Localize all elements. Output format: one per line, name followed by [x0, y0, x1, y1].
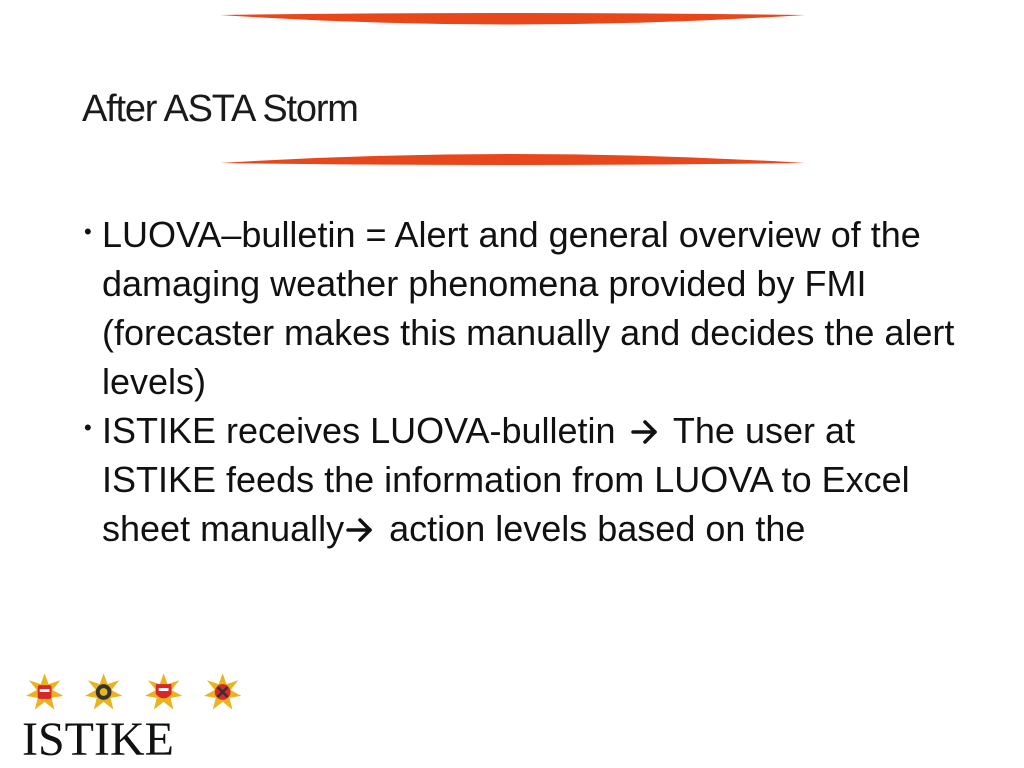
- bullet-marker: •: [84, 219, 92, 244]
- bullet-item-istike: [84, 406, 964, 553]
- bullet-marker: •: [84, 415, 92, 440]
- bullet-text-part3: action levels based on the: [389, 508, 806, 549]
- bullet-text-part1: ISTIKE receives LUOVA-bulletin: [102, 410, 616, 451]
- emblem-red-icon: [25, 672, 64, 712]
- emblem-red-shield-icon: [144, 672, 183, 712]
- right-arrow-icon: [345, 516, 375, 544]
- bullet-list: [84, 210, 964, 553]
- istike-logo: [22, 672, 242, 764]
- emblem-tools-icon: [203, 672, 242, 712]
- bullet-text-part2: The user at ISTIKE feeds the information from LUOVA to Excel sheet manually: [102, 410, 910, 549]
- right-arrow-icon: [630, 418, 660, 446]
- bullet-item-luova: [84, 210, 964, 406]
- slide-title: After ASTA Storm: [82, 88, 358, 130]
- logo-emblems: [22, 672, 242, 712]
- top-accent-swoosh: [220, 12, 805, 28]
- bottom-accent-swoosh: [220, 150, 805, 166]
- bullet-text: LUOVA–bulletin = Alert and general overview of the damaging weather phenomena provided by FMI (forecaster makes this manually and decides the alert levels): [102, 214, 955, 402]
- emblem-dark-icon: [84, 672, 123, 712]
- logo-wordmark: ISTIKE: [22, 713, 174, 766]
